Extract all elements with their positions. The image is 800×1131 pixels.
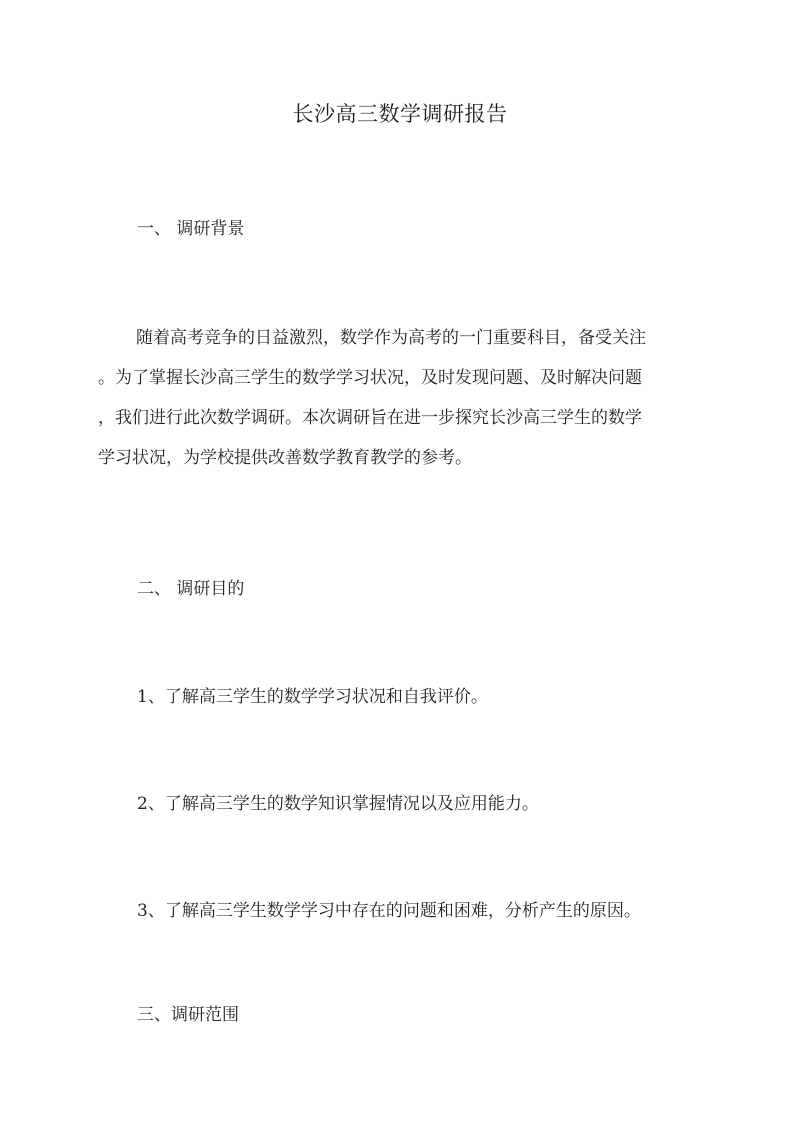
section-heading-objectives: 二、 调研目的 (137, 579, 245, 599)
background-paragraph (98, 318, 704, 478)
objective-item: 2、了解高三学生的数学知识掌握情况以及应用能力。 (137, 794, 539, 814)
section-heading-background: 一、 调研背景 (137, 219, 245, 239)
section-heading-scope: 三、调研范围 (137, 1005, 239, 1025)
document-title: 长沙高三数学调研报告 (292, 102, 508, 126)
objective-item: 1、了解高三学生的数学学习状况和自我评价。 (137, 687, 488, 707)
objective-item: 3、了解高三学生数学学习中存在的问题和困难，分析产生的原因。 (137, 901, 641, 921)
paragraph-line: 学习状况，为学校提供改善数学教育教学的参考。 (98, 448, 472, 468)
paragraph-line: 随着高考竞争的日益激烈，数学作为高考的一门重要科目，备受关注 (136, 328, 646, 348)
paragraph-line: ，我们进行此次数学调研。本次调研旨在进一步探究长沙高三学生的数学 (98, 408, 642, 428)
paragraph-line: 。为了掌握长沙高三学生的数学学习状况，及时发现问题、及时解决问题 (98, 368, 642, 388)
